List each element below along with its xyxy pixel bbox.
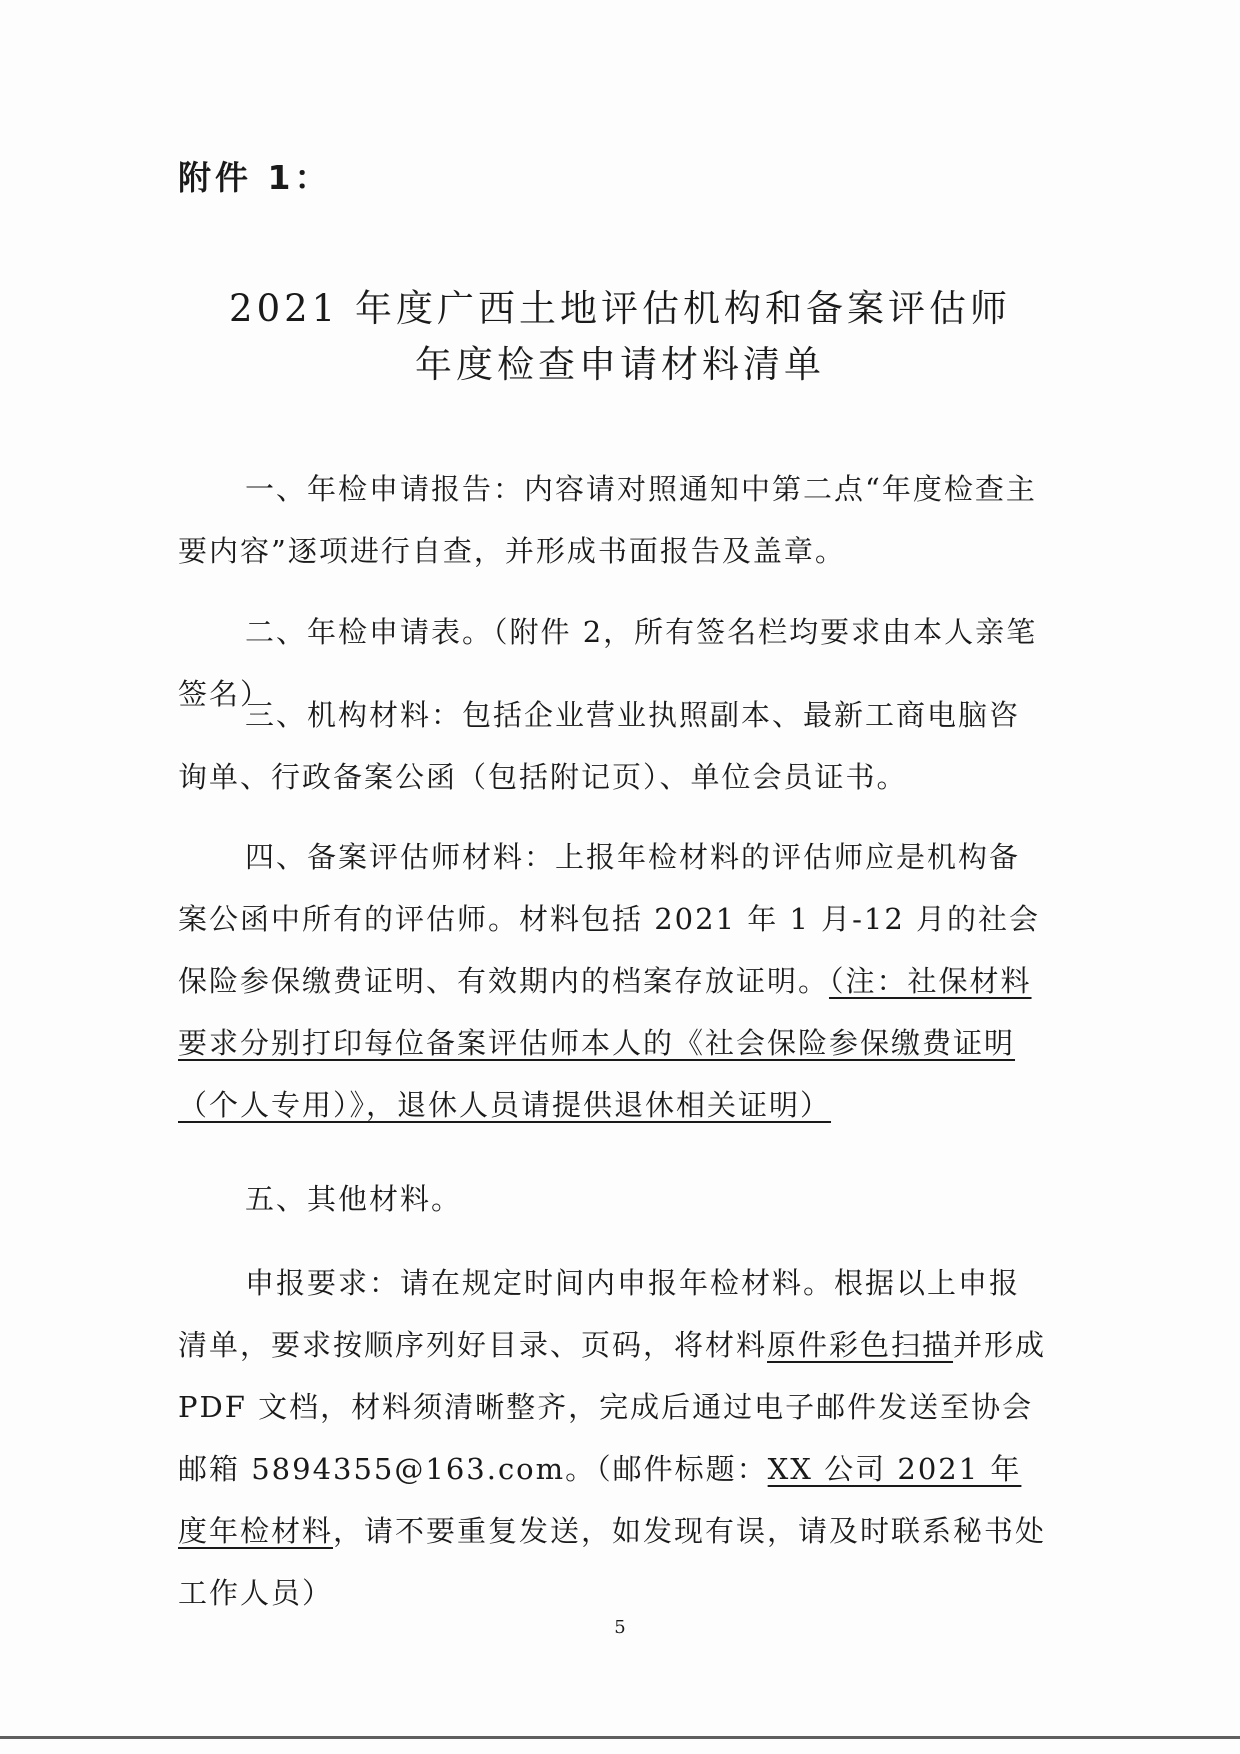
section-application-form-text: 二、年检申请表。（附件 2，所有签名栏均要求由本人亲笔签名）	[178, 615, 1038, 711]
submission-text-part-1: 申报要求：请在规定时间内申报年检材料。根据以上申报清单，要求按顺序列好目录、页码，将材料	[178, 1266, 1021, 1362]
page-number: 5	[614, 1617, 626, 1638]
section-annual-report	[178, 458, 1050, 582]
email-subject-emphasis: XX 公司 2021 年度年检材料	[178, 1452, 1022, 1548]
section-submission-requirements	[178, 1252, 1050, 1624]
section-institution-materials	[178, 684, 1050, 808]
scan-bottom-edge	[0, 1736, 1240, 1739]
section-appraiser-materials-text: 四、备案评估师材料：上报年检材料的评估师应是机构备案公函中所有的评估师。材料包括 2021 年 1 月-12 月的社会保险参保缴费证明、有效期内的档案存放证明。	[178, 840, 1041, 998]
social-security-note: （注：社保材料要求分别打印每位备案评估师本人的《社会保险参保缴费证明（个人专用）》，退休人员请提供退休相关证明）	[178, 964, 1032, 1122]
section-other-materials	[178, 1168, 1050, 1230]
section-other-materials-text: 五、其他材料。	[245, 1182, 463, 1216]
document-title-line-2: 年度检查申请材料清单	[415, 343, 825, 386]
section-annual-report-text: 一、年检申请报告：内容请对照通知中第二点“年度检查主要内容”逐项进行自查，并形成书面报告及盖章。	[178, 472, 1037, 568]
color-scan-emphasis: 原件彩色扫描	[767, 1328, 954, 1362]
attachment-label: 附件 1：	[178, 158, 332, 197]
submission-text-part-3: ，请不要重复发送，如发现有误，请及时联系秘书处工作人员）	[178, 1514, 1047, 1610]
section-institution-materials-text: 三、机构材料：包括企业营业执照副本、最新工商电脑咨询单、行政备案公函（包括附记页）、单位会员证书。	[178, 698, 1021, 794]
section-appraiser-materials	[178, 826, 1050, 1136]
document-title-line-1: 2021 年度广西土地评估机构和备案评估师	[229, 287, 1011, 330]
submission-text-part-2: 并形成 PDF 文档，材料须清晰整齐，完成后通过电子邮件发送至协会邮箱 5894355@163.com。（邮件标题：	[178, 1328, 1047, 1486]
